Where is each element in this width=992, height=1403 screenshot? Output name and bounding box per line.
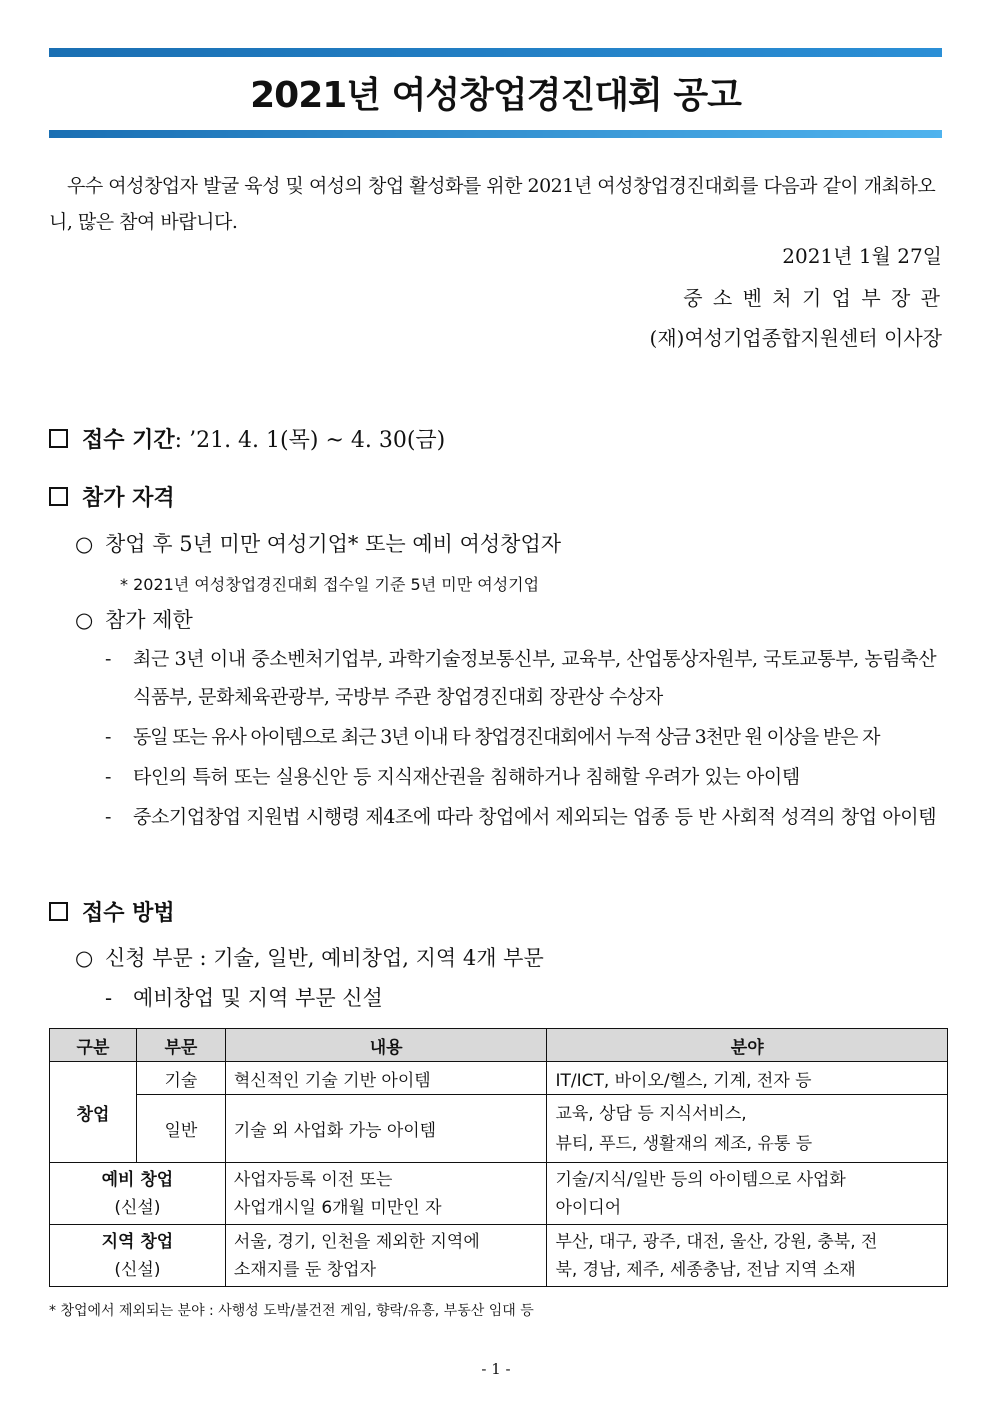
footnote: * 창업에서 제외되는 분야 : 사행성 도박/불건전 게임, 향락/유흥, 부동산 임대 등 xyxy=(49,1303,534,1319)
table-cell: IT/ICT, 바이오/헬스, 기계, 전자 등 xyxy=(547,1062,948,1095)
section-method-heading: 접수 방법 xyxy=(82,900,175,926)
checkbox-square-icon xyxy=(49,429,68,448)
announcement-date: 2021년 1월 27일 xyxy=(782,244,942,268)
table-cell: 지역 창업 (신설) xyxy=(50,1225,226,1287)
eligibility-item-2-text: 참가 제한 xyxy=(105,608,193,632)
table-row xyxy=(50,1225,948,1287)
eligibility-item-1-text: 창업 후 5년 미만 여성기업* 또는 예비 여성창업자 xyxy=(105,532,562,556)
circle-bullet-icon: ○ xyxy=(75,532,94,556)
restriction-4: - 중소기업창업 지원법 시행령 제4조에 따라 창업에서 제외되는 업종 등 반 사회적 성격의 창업 아이템 xyxy=(105,806,937,828)
circle-bullet-icon: ○ xyxy=(75,608,94,632)
eligibility-item-1 xyxy=(75,528,561,558)
table-row xyxy=(50,1163,948,1225)
method-item-2-text: 예비창업 및 지역 부문 신설 xyxy=(133,986,383,1010)
issuer-center: (재)여성기업종합지원센터 이사장 xyxy=(649,326,942,350)
table-cell: 서울, 경기, 인천을 제외한 지역에 소재지를 둔 창업자 xyxy=(225,1225,547,1287)
table-header-row xyxy=(50,1029,948,1062)
table-cell: 기술 xyxy=(136,1062,225,1095)
table-cell: 예비 창업 (신설) xyxy=(50,1163,226,1225)
method-item-1-text: 신청 부문 : 기술, 일반, 예비창업, 지역 4개 부문 xyxy=(105,946,544,970)
restriction-3: - 타인의 특허 또는 실용신안 등 지식재산권을 침해하거나 침해할 우려가 있는 아이템 xyxy=(105,766,800,788)
intro-paragraph xyxy=(49,168,942,240)
table-cell: 기술/지식/일반 등의 아이템으로 사업화 아이디어 xyxy=(547,1163,948,1225)
method-item-1 xyxy=(75,942,544,972)
table-row xyxy=(50,1095,948,1163)
section-period-value: : ’21. 4. 1(목) ~ 4. 30(금) xyxy=(174,428,446,453)
table-header: 내용 xyxy=(225,1029,547,1062)
circle-bullet-icon: ○ xyxy=(75,946,94,970)
table-header: 분야 xyxy=(547,1029,948,1062)
section-eligibility-heading: 참가 자격 xyxy=(82,485,175,511)
table-cell: 기술 외 사업화 가능 아이템 xyxy=(225,1095,547,1163)
section-method xyxy=(49,896,175,927)
table-cell: 창업 xyxy=(50,1062,137,1163)
section-period-heading: 접수 기간 xyxy=(82,427,175,453)
title-bottom-bar xyxy=(49,130,942,138)
table-cell: 교육, 상담 등 지식서비스, 뷰티, 푸드, 생활재의 제조, 유통 등 xyxy=(547,1095,948,1163)
table-cell: 일반 xyxy=(136,1095,225,1163)
page-number: - 1 - xyxy=(481,1360,511,1378)
eligibility-item-2 xyxy=(75,604,193,634)
checkbox-square-icon xyxy=(49,902,68,921)
title-top-bar xyxy=(49,48,942,57)
table-cell: 사업자등록 이전 또는 사업개시일 6개월 미만인 자 xyxy=(225,1163,547,1225)
intro-text: 우수 여성창업자 발굴 육성 및 여성의 창업 활성화를 위한 2021년 여성창업경진대회를 다음과 같이 개최하오니, 많은 참여 바랍니다. xyxy=(49,175,936,233)
table-header: 구분 xyxy=(50,1029,137,1062)
method-item-2: - 예비창업 및 지역 부문 신설 xyxy=(105,986,383,1010)
page-title: 2021년 여성창업경진대회 공고 xyxy=(250,75,741,116)
table-cell: 부산, 대구, 광주, 대전, 울산, 강원, 충북, 전 북, 경남, 제주, 세종충남, 전남 지역 소재 xyxy=(547,1225,948,1287)
checkbox-square-icon xyxy=(49,487,68,506)
category-table xyxy=(49,1028,948,1287)
table-row xyxy=(50,1062,948,1095)
restriction-1: - 최근 3년 이내 중소벤처기업부, 과학기술정보통신부, 교육부, 산업통상자원부, 국토교통부, 농림축산식품부, 문화체육관광부, 국방부 주관 창업경진대회 장관상 수상자 xyxy=(105,648,937,708)
table-cell: 혁신적인 기술 기반 아이템 xyxy=(225,1062,547,1095)
table-header: 부문 xyxy=(136,1029,225,1062)
restriction-2: - 동일 또는 유사 아이템으로 최근 3년 이내 타 창업경진대회에서 누적 상금 3천만 원 이상을 받은 자 xyxy=(105,726,880,748)
eligibility-note: * 2021년 여성창업경진대회 접수일 기준 5년 미만 여성기업 xyxy=(120,575,540,594)
issuer-ministry: 중 소 벤 처 기 업 부 장 관 xyxy=(683,286,942,310)
section-eligibility xyxy=(49,481,175,512)
section-period xyxy=(49,423,445,454)
